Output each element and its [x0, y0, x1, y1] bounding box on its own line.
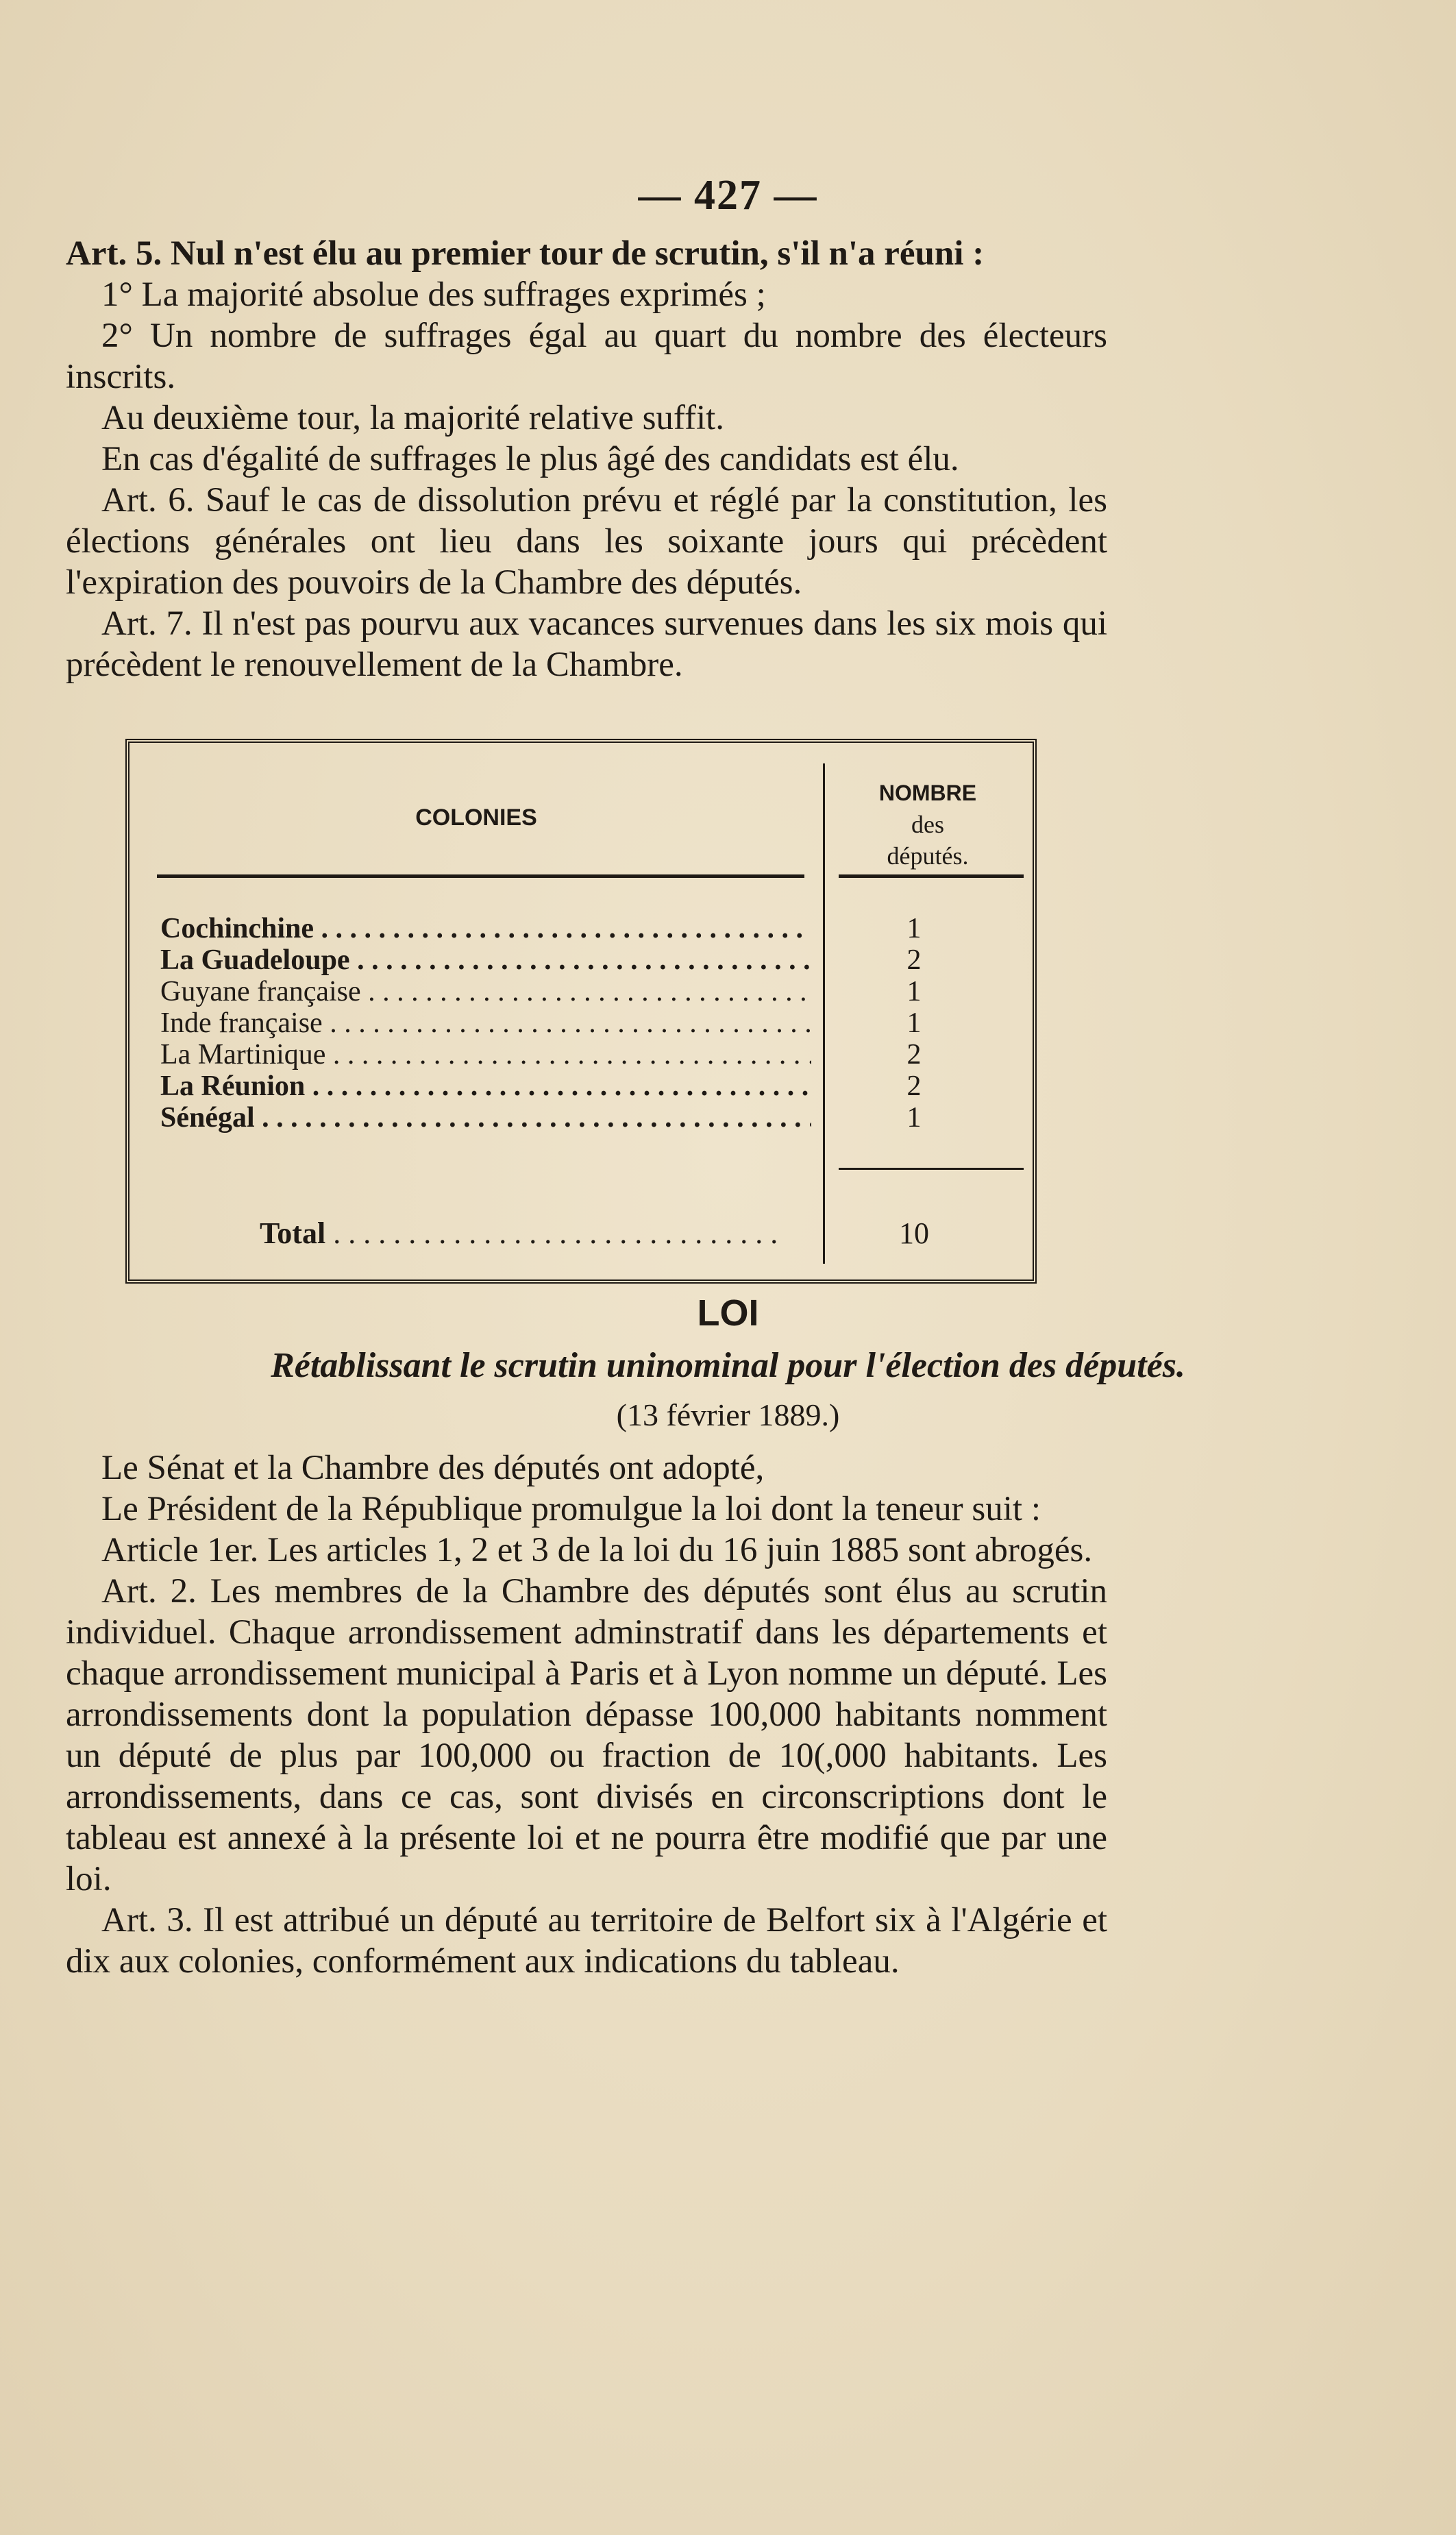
bottom-text-block	[66, 1447, 1107, 1982]
deputy-count: 1	[906, 1102, 922, 1134]
deputy-count: 2	[906, 944, 922, 976]
table-row	[160, 1039, 1031, 1070]
header-line: NOMBRE	[878, 781, 977, 805]
paragraph: 2° Un nombre de suffrages égal au quart du nombre des électeurs inscrits.	[66, 317, 1107, 396]
colony-name: La Guadeloupe . . .	[160, 944, 811, 976]
table-row	[160, 1102, 1031, 1134]
deputy-count: 2	[906, 1070, 922, 1102]
article-5-lead: Art. 5.	[66, 234, 162, 273]
deputy-count: 1	[906, 976, 922, 1007]
law-title: LOI	[697, 1293, 759, 1334]
colony-name: Sénégal . . .	[160, 1102, 811, 1134]
table-row	[160, 913, 1031, 944]
colonies-table	[125, 739, 1037, 1284]
table-header-count	[825, 777, 1031, 872]
deputy-count: 1	[906, 1007, 922, 1039]
paragraph: En cas d'égalité de suffrages le plus âgé des candidats est élu.	[101, 440, 959, 478]
table-row	[160, 976, 1031, 1007]
paragraph: Le Sénat et la Chambre des députés ont adopté,	[101, 1449, 765, 1487]
paragraph: Art. 3. Il est attribué un député au territoire de Belfort six à l'Algérie et dix aux colonies, conformément aux indications du tableau.	[66, 1901, 1107, 1981]
deputy-count: 2	[906, 1039, 922, 1070]
paragraph: Art. 6. Sauf le cas de dissolution prévu et réglé par la constitution, les élections générales ont lieu dans les soixante jours qui précèdent l'expiration des pouvoirs de la Chambre des députés.	[66, 481, 1107, 602]
header-rule	[157, 874, 804, 878]
colony-name: La Réunion . . .	[160, 1070, 811, 1102]
total-value: 10	[899, 1216, 929, 1250]
paragraph: 1° La majorité absolue des suffrages exprimés ;	[101, 275, 766, 314]
header-line: des	[911, 811, 944, 838]
law-date: (13 février 1889.)	[616, 1397, 840, 1432]
total-rule	[839, 1168, 1024, 1170]
total-label: Total . . .	[160, 1216, 784, 1251]
article-5-text: Nul n'est élu au premier tour de scrutin, s'il n'a réuni :	[162, 234, 985, 273]
paragraph: Article 1er. Les articles 1, 2 et 3 de la loi du 16 juin 1885 sont abrogés.	[101, 1531, 1093, 1569]
colony-name: Inde française . . .	[160, 1007, 811, 1039]
law-subtitle: Rétablissant le scrutin uninominal pour l'élection des députés.	[271, 1346, 1185, 1385]
table-row	[160, 944, 1031, 976]
article-5-heading	[66, 233, 1107, 274]
paragraph: Le Président de la République promulgue la loi dont la teneur suit :	[101, 1490, 1041, 1528]
deputy-count: 1	[906, 913, 922, 944]
paragraph: Art. 7. Il n'est pas pourvu aux vacances survenues dans les six mois qui précèdent le renouvellement de la Chambre.	[66, 604, 1107, 684]
colony-name: Guyane française . . .	[160, 976, 811, 1007]
table-row	[160, 1007, 1031, 1039]
colony-name: Cochinchine . . .	[160, 913, 811, 944]
table-header-colonies: COLONIES	[415, 805, 537, 831]
top-text-block	[66, 233, 1107, 685]
header-rule	[839, 874, 1024, 878]
header-line: députés.	[887, 842, 969, 870]
colony-name: La Martinique . . .	[160, 1039, 811, 1070]
table-rows	[160, 913, 1031, 1134]
table-row	[160, 1070, 1031, 1102]
paragraph: Art. 2. Les membres de la Chambre des députés sont élus au scrutin individuel. Chaque arrondissement adminstratif dans les départements et chaque arrondissement municipal à Paris et à Lyon nomme un député. Les arrondissements dont la population dépasse 100,000 habitants nomment un député de plus par 100,000 ou fraction de 10(,000 habitants. Les arrondissements, dans ce cas, sont divisés en circonscriptions dont le tableau est annexé à la présente loi et ne pourra être modifié que par une loi.	[66, 1572, 1107, 1898]
paragraph: Au deuxième tour, la majorité relative suffit.	[101, 399, 725, 437]
table-total-row	[160, 1216, 1031, 1251]
page-number: — 427 —	[638, 172, 818, 219]
